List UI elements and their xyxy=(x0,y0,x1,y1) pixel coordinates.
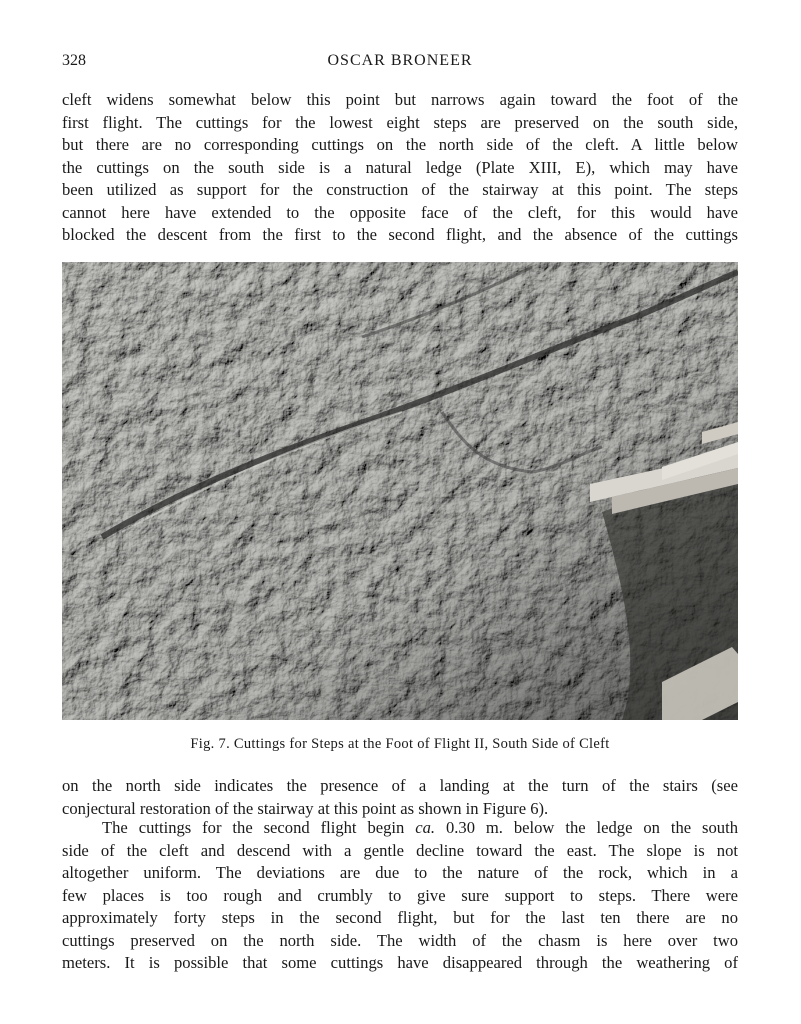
paragraph-line: cleft widens somewhat below this point but narrows again toward the foot of the xyxy=(62,90,738,109)
page-number: 328 xyxy=(62,52,86,69)
paragraph-line: the cuttings on the south side is a natural ledge (Plate XIII, E), which may have xyxy=(62,157,738,177)
paragraph-line: meters. It is possible that some cuttings have disappeared through the weathering of xyxy=(62,953,738,972)
figure-caption: Fig. 7. Cuttings for Steps at the Foot of Flight II, South Side of Cleft xyxy=(190,736,610,752)
paragraph-line: first flight. The cuttings for the lowest eight steps are preserved on the south side, xyxy=(62,112,738,132)
text-run: 0.30 m. below the ledge on the south xyxy=(435,818,738,837)
figure-photo-rock-cuttings xyxy=(62,262,738,720)
text-run: The cuttings for the second flight begin xyxy=(102,818,416,837)
paragraph-line: altogether uniform. The deviations are due to the nature of the rock, which in a xyxy=(62,863,738,882)
page-header xyxy=(62,52,738,74)
paragraph-line: cuttings preserved on the north side. The width of the chasm is here over two xyxy=(62,930,738,950)
paragraph-2 xyxy=(62,775,738,820)
running-head: OSCAR BRONEER xyxy=(327,52,473,69)
paragraph-3 xyxy=(62,817,738,975)
paragraph-line: side of the cleft and descend with a gentle decline toward the east. The slope is not xyxy=(62,840,738,860)
paragraph-line: conjectural restoration of the stairway at this point as shown in Figure 6). xyxy=(62,798,549,818)
paragraph-line: but there are no corresponding cuttings on the north side of the cleft. A little below xyxy=(62,135,738,154)
paragraph-line: cannot here have extended to the opposite face of the cleft, for this would have xyxy=(62,202,738,222)
italic-abbreviation: ca. xyxy=(415,818,436,837)
paragraph-line xyxy=(62,817,738,840)
paragraph-line: approximately forty steps in the second flight, but for the last ten there are no xyxy=(62,908,738,927)
paragraph-line: blocked the descent from the first to the second flight, and the absence of the cuttings xyxy=(62,225,738,244)
paragraph-line: been utilized as support for the construction of the stairway at this point. The steps xyxy=(62,180,738,199)
paragraph-1 xyxy=(62,89,738,247)
paragraph-line: on the north side indicates the presence of a landing at the turn of the stairs (see xyxy=(62,776,738,795)
paragraph-line: few places is too rough and crumbly to give sure support to steps. There were xyxy=(62,885,738,905)
